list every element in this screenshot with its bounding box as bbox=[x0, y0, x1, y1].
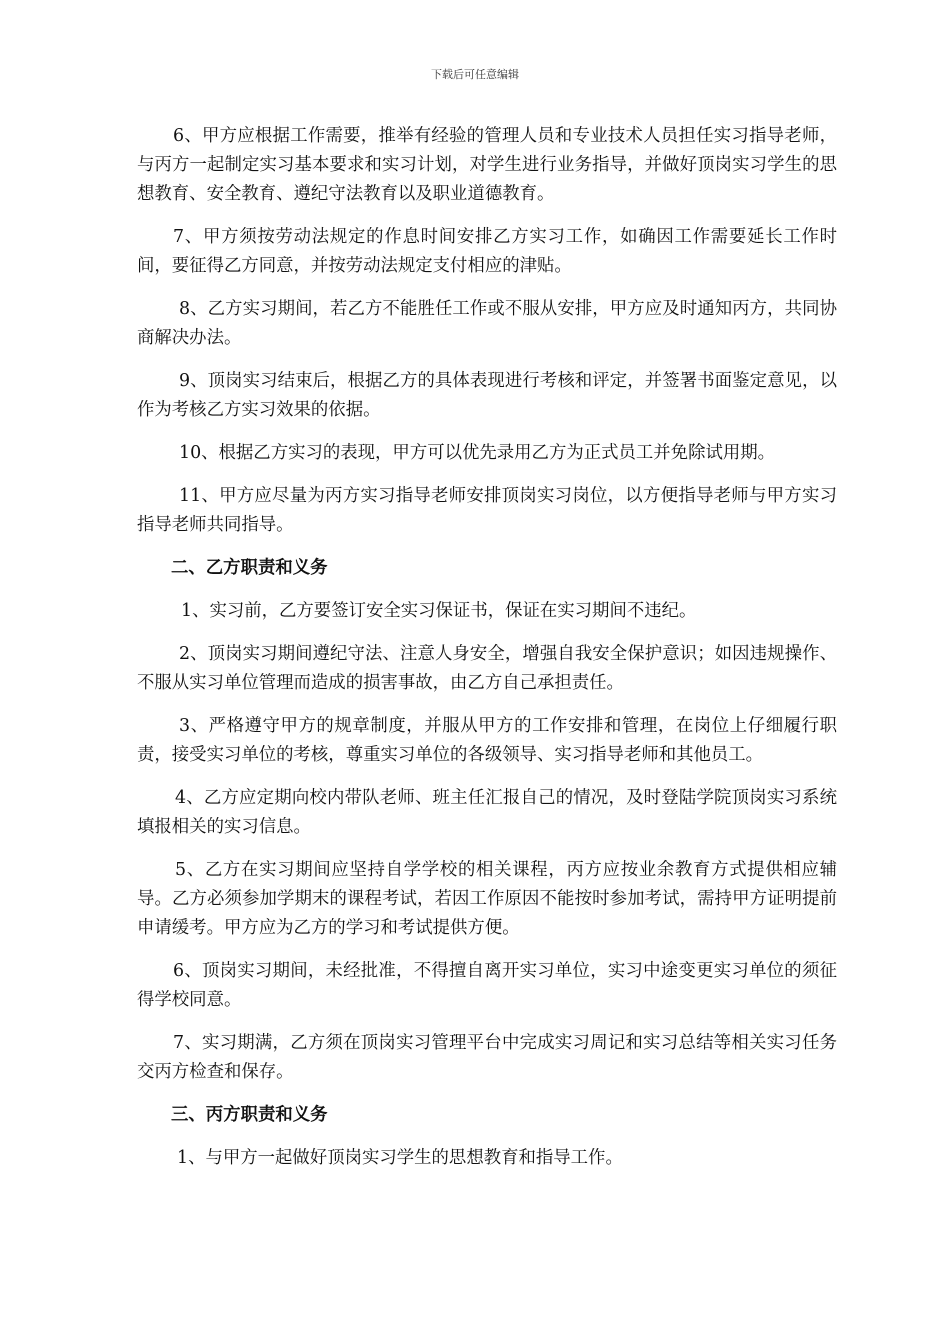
section-2-item-7: 7、实习期满，乙方须在顶岗实习管理平台中完成实习周记和实习总结等相关实习任务交丙方检查和保存。 bbox=[137, 1033, 837, 1082]
section-2-item-3: 3、严格遵守甲方的规章制度，并服从甲方的工作安排和管理，在岗位上仔细履行职责，接受实习单位的考核，尊重实习单位的各级领导、实习指导老师和其他员工。 bbox=[137, 716, 837, 765]
section-3-item-1: 1、与甲方一起做好顶岗实习学生的思想教育和指导工作。 bbox=[177, 1148, 623, 1168]
section-2-item-4: 4、乙方应定期向校内带队老师、班主任汇报自己的情况，及时登陆学院顶岗实习系统填报相关的实习信息。 bbox=[137, 788, 837, 837]
section-2-heading: 二、乙方职责和义务 bbox=[171, 558, 328, 578]
paragraph-8: 8、乙方实习期间，若乙方不能胜任工作或不服从安排，甲方应及时通知丙方，共同协商解决办法。 bbox=[137, 299, 837, 348]
paragraph-7: 7、甲方须按劳动法规定的作息时间安排乙方实习工作，如确因工作需要延长工作时间，要征得乙方同意，并按劳动法规定支付相应的津贴。 bbox=[137, 227, 837, 276]
section-3-heading: 三、丙方职责和义务 bbox=[171, 1105, 328, 1125]
paragraph-9: 9、顶岗实习结束后，根据乙方的具体表现进行考核和评定，并签署书面鉴定意见，以作为考核乙方实习效果的依据。 bbox=[137, 371, 837, 420]
section-2-item-6: 6、顶岗实习期间，未经批准，不得擅自离开实习单位，实习中途变更实习单位的须征得学校同意。 bbox=[137, 961, 837, 1010]
paragraph-6: 6、甲方应根据工作需要，推举有经验的管理人员和专业技术人员担任实习指导老师，与丙方一起制定实习基本要求和实习计划，对学生进行业务指导，并做好顶岗实习学生的思想教育、安全教育、遵纪守法教育以及职业道德教育。 bbox=[137, 126, 837, 204]
paragraph-10: 10、根据乙方实习的表现，甲方可以优先录用乙方为正式员工并免除试用期。 bbox=[179, 443, 776, 463]
section-2-item-2: 2、顶岗实习期间遵纪守法、注意人身安全，增强自我安全保护意识；如因违规操作、不服从实习单位管理而造成的损害事故，由乙方自己承担责任。 bbox=[137, 644, 837, 693]
paragraph-11: 11、甲方应尽量为丙方实习指导老师安排顶岗实习岗位，以方便指导老师与甲方实习指导老师共同指导。 bbox=[137, 486, 837, 535]
section-2-item-5: 5、乙方在实习期间应坚持自学学校的相关课程，丙方应按业余教育方式提供相应辅导。乙方必须参加学期末的课程考试，若因工作原因不能按时参加考试，需持甲方证明提前申请缓考。甲方应为乙方的学习和考试提供方便。 bbox=[137, 860, 837, 938]
page-header: 下载后可任意编辑 bbox=[431, 68, 519, 81]
section-2-item-1: 1、实习前，乙方要签订安全实习保证书，保证在实习期间不违纪。 bbox=[181, 601, 697, 621]
document-body bbox=[137, 122, 837, 1187]
